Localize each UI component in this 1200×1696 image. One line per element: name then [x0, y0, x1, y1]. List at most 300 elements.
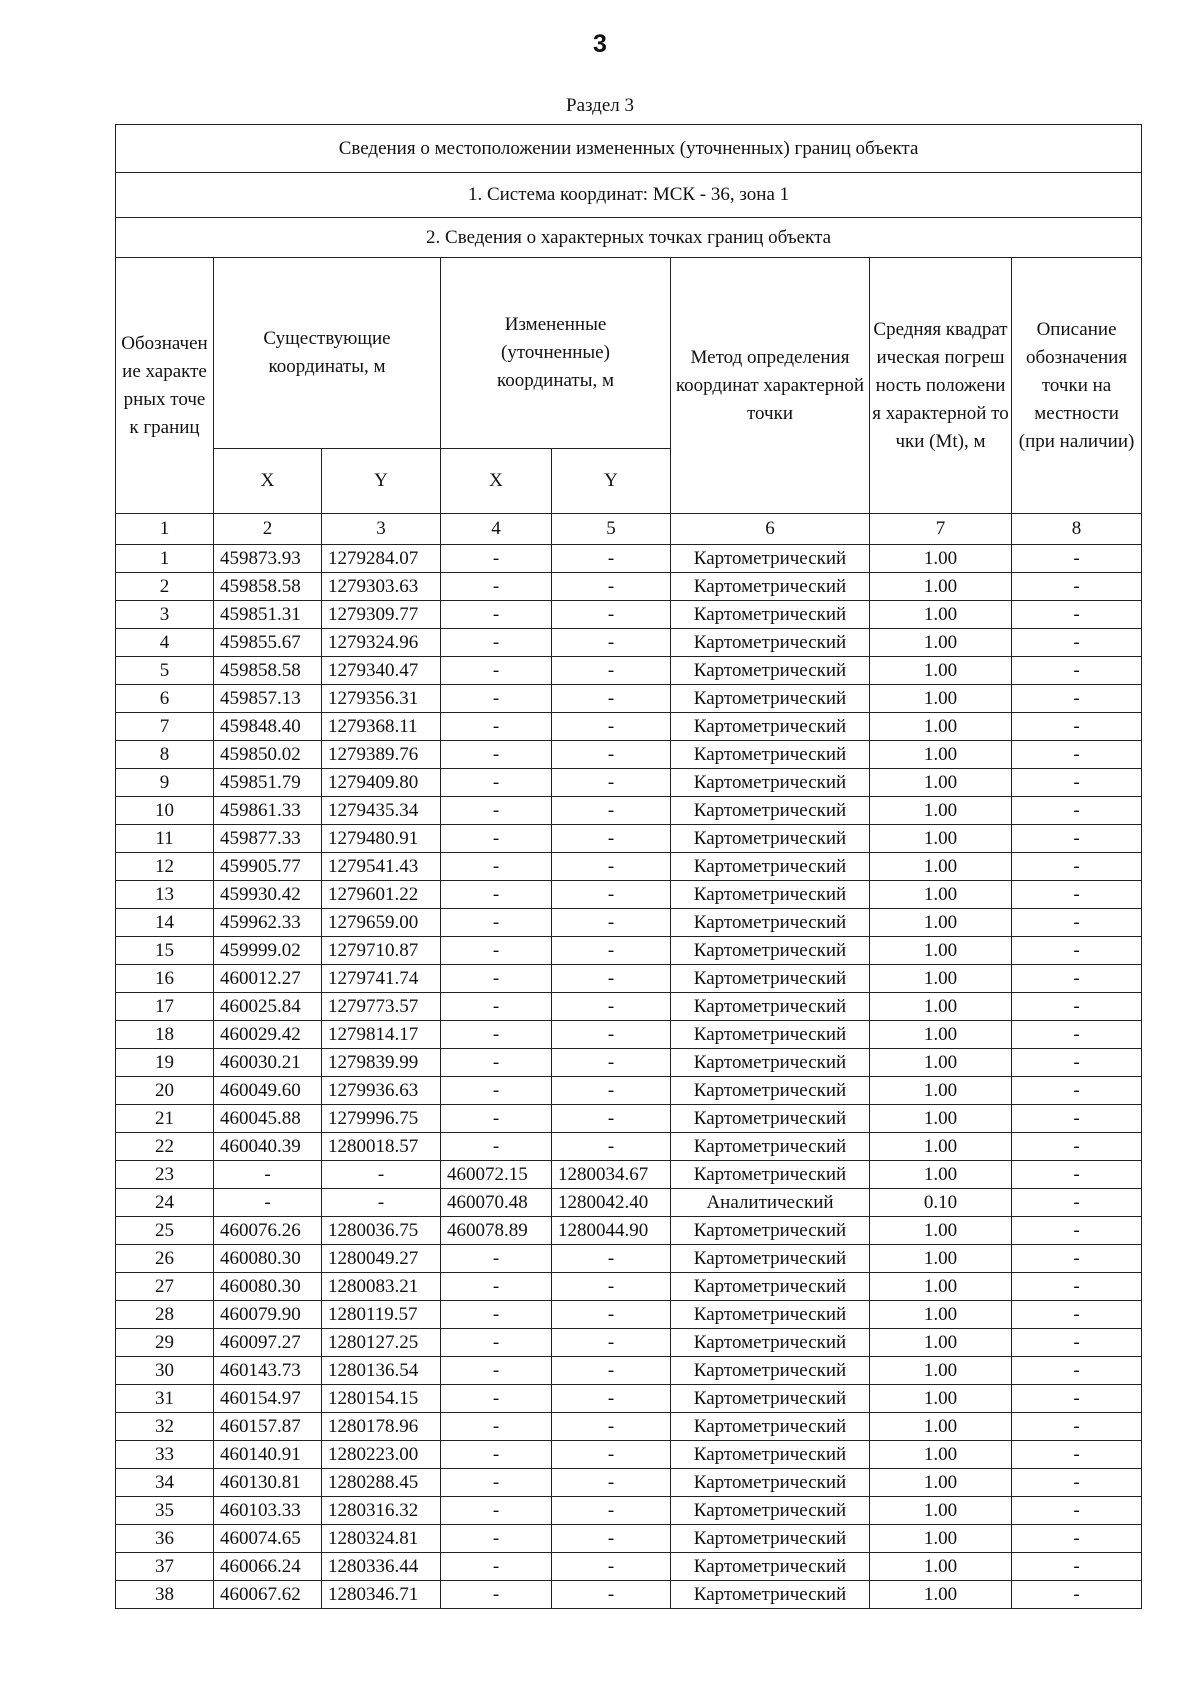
table-row [116, 1581, 1142, 1609]
column-numbers-row [116, 514, 1142, 545]
table-row [116, 1133, 1142, 1161]
mean-error-cell: 1.00 [870, 1553, 1012, 1581]
existing-y-cell: 1280178.96 [322, 1413, 441, 1441]
point-id-cell: 2 [116, 573, 214, 601]
existing-y-cell: 1279356.31 [322, 685, 441, 713]
point-id-cell: 25 [116, 1217, 214, 1245]
method-cell: Картометрический [671, 1413, 870, 1441]
point-id-cell: 21 [116, 1105, 214, 1133]
table-row [116, 853, 1142, 881]
method-cell: Картометрический [671, 797, 870, 825]
existing-x-cell: 459905.77 [214, 853, 322, 881]
description-cell: - [1012, 1161, 1142, 1189]
description-cell: - [1012, 825, 1142, 853]
existing-x-cell: 460049.60 [214, 1077, 322, 1105]
table-row [116, 881, 1142, 909]
changed-y-cell: - [552, 1133, 671, 1161]
description-cell: - [1012, 1273, 1142, 1301]
description-cell: - [1012, 853, 1142, 881]
point-id-cell: 20 [116, 1077, 214, 1105]
changed-y-cell: - [552, 1245, 671, 1273]
existing-x-cell: 460140.91 [214, 1441, 322, 1469]
changed-y-cell: - [552, 741, 671, 769]
existing-x-cell: 459851.31 [214, 601, 322, 629]
changed-y-cell: - [552, 909, 671, 937]
mean-error-cell: 1.00 [870, 545, 1012, 573]
table-row [116, 1301, 1142, 1329]
mean-error-cell: 1.00 [870, 909, 1012, 937]
existing-x-cell: 460012.27 [214, 965, 322, 993]
points-caption: 2. Сведения о характерных точках границ объекта [116, 218, 1142, 258]
method-cell: Картометрический [671, 685, 870, 713]
table-row [116, 937, 1142, 965]
existing-x-cell: 460066.24 [214, 1553, 322, 1581]
existing-y-cell: 1280316.32 [322, 1497, 441, 1525]
point-id-cell: 17 [116, 993, 214, 1021]
description-cell: - [1012, 657, 1142, 685]
description-cell: - [1012, 629, 1142, 657]
changed-x-cell: - [441, 573, 552, 601]
method-cell: Картометрический [671, 1357, 870, 1385]
description-cell: - [1012, 965, 1142, 993]
existing-y-cell: 1280136.54 [322, 1357, 441, 1385]
changed-y-cell: - [552, 1385, 671, 1413]
mean-error-cell: 1.00 [870, 657, 1012, 685]
mean-error-cell: 1.00 [870, 629, 1012, 657]
table-row [116, 1497, 1142, 1525]
mean-error-cell: 1.00 [870, 1525, 1012, 1553]
description-cell: - [1012, 1357, 1142, 1385]
point-id-cell: 33 [116, 1441, 214, 1469]
existing-x-cell: 460080.30 [214, 1245, 322, 1273]
description-cell: - [1012, 1385, 1142, 1413]
description-cell: - [1012, 545, 1142, 573]
changed-x-cell: - [441, 1553, 552, 1581]
table-row [116, 713, 1142, 741]
existing-y-cell: 1280083.21 [322, 1273, 441, 1301]
mean-error-cell: 1.00 [870, 1497, 1012, 1525]
description-cell: - [1012, 1105, 1142, 1133]
method-cell: Картометрический [671, 937, 870, 965]
table-row [116, 1553, 1142, 1581]
changed-y-cell: - [552, 601, 671, 629]
changed-y-cell: - [552, 1021, 671, 1049]
description-cell: - [1012, 573, 1142, 601]
mean-error-cell: 1.00 [870, 1581, 1012, 1609]
method-cell: Картометрический [671, 909, 870, 937]
boundary-points-table [115, 124, 1142, 1609]
existing-y-cell: 1279659.00 [322, 909, 441, 937]
changed-y-cell: - [552, 1581, 671, 1609]
existing-y-cell: 1280119.57 [322, 1301, 441, 1329]
column-number: 3 [322, 514, 441, 545]
existing-y-cell: 1279480.91 [322, 825, 441, 853]
changed-y-cell: - [552, 713, 671, 741]
existing-x-cell: 460030.21 [214, 1049, 322, 1077]
method-cell: Аналитический [671, 1189, 870, 1217]
table-row [116, 1385, 1142, 1413]
existing-x-cell: 460074.65 [214, 1525, 322, 1553]
changed-y-cell: - [552, 1329, 671, 1357]
mean-error-cell: 1.00 [870, 1021, 1012, 1049]
point-id-cell: 16 [116, 965, 214, 993]
description-cell: - [1012, 1497, 1142, 1525]
existing-x-cell: 460097.27 [214, 1329, 322, 1357]
changed-x-cell: - [441, 797, 552, 825]
column-number: 1 [116, 514, 214, 545]
table-row [116, 1413, 1142, 1441]
mean-error-cell: 1.00 [870, 825, 1012, 853]
existing-y-cell: 1280336.44 [322, 1553, 441, 1581]
description-cell: - [1012, 1525, 1142, 1553]
changed-x-cell: - [441, 1133, 552, 1161]
existing-y-cell: 1279409.80 [322, 769, 441, 797]
existing-y-cell: 1280346.71 [322, 1581, 441, 1609]
changed-x-cell: - [441, 685, 552, 713]
changed-y-cell: - [552, 1301, 671, 1329]
mean-error-cell: 1.00 [870, 1469, 1012, 1497]
existing-y-cell: - [322, 1161, 441, 1189]
changed-x-cell: 460078.89 [441, 1217, 552, 1245]
column-number: 6 [671, 514, 870, 545]
changed-y-cell: - [552, 1049, 671, 1077]
table-title: Сведения о местоположении измененных (уточненных) границ объекта [116, 125, 1142, 173]
point-id-cell: 11 [116, 825, 214, 853]
method-cell: Картометрический [671, 1553, 870, 1581]
existing-y-cell: 1279710.87 [322, 937, 441, 965]
method-cell: Картометрический [671, 769, 870, 797]
changed-x-cell: - [441, 545, 552, 573]
mean-error-cell: 1.00 [870, 1357, 1012, 1385]
point-id-cell: 27 [116, 1273, 214, 1301]
table-row [116, 1049, 1142, 1077]
method-cell: Картометрический [671, 1441, 870, 1469]
point-id-cell: 15 [116, 937, 214, 965]
changed-y-cell: - [552, 853, 671, 881]
method-cell: Картометрический [671, 1525, 870, 1553]
table-row [116, 1357, 1142, 1385]
existing-x-cell: 459999.02 [214, 937, 322, 965]
existing-y-cell: 1279303.63 [322, 573, 441, 601]
changed-x-cell: - [441, 713, 552, 741]
description-cell: - [1012, 1581, 1142, 1609]
description-cell: - [1012, 993, 1142, 1021]
description-cell: - [1012, 909, 1142, 937]
existing-x-cell: 460067.62 [214, 1581, 322, 1609]
changed-y-cell: - [552, 1497, 671, 1525]
table-row [116, 1189, 1142, 1217]
changed-y-cell: - [552, 881, 671, 909]
changed-x-cell: - [441, 601, 552, 629]
method-cell: Картометрический [671, 713, 870, 741]
existing-x-cell: - [214, 1161, 322, 1189]
description-cell: - [1012, 1077, 1142, 1105]
method-cell: Картометрический [671, 657, 870, 685]
table-row [116, 769, 1142, 797]
existing-y-cell: 1280223.00 [322, 1441, 441, 1469]
changed-x-cell: - [441, 1357, 552, 1385]
method-cell: Картометрический [671, 1469, 870, 1497]
changed-x-cell: - [441, 1049, 552, 1077]
changed-x-cell: - [441, 1021, 552, 1049]
point-id-cell: 31 [116, 1385, 214, 1413]
existing-y-cell: 1279340.47 [322, 657, 441, 685]
existing-y-cell: 1280324.81 [322, 1525, 441, 1553]
existing-x-cell: 460080.30 [214, 1273, 322, 1301]
mean-error-cell: 1.00 [870, 1413, 1012, 1441]
changed-x-cell: - [441, 1413, 552, 1441]
existing-y-cell: 1280036.75 [322, 1217, 441, 1245]
mean-error-cell: 1.00 [870, 1273, 1012, 1301]
description-cell: - [1012, 1133, 1142, 1161]
changed-x-cell: - [441, 909, 552, 937]
existing-x-cell: 459873.93 [214, 545, 322, 573]
existing-y-cell: 1279741.74 [322, 965, 441, 993]
existing-x-cell: 460045.88 [214, 1105, 322, 1133]
point-id-cell: 9 [116, 769, 214, 797]
method-cell: Картометрический [671, 1217, 870, 1245]
table-row [116, 685, 1142, 713]
column-number: 5 [552, 514, 671, 545]
method-cell: Картометрический [671, 825, 870, 853]
column-number: 7 [870, 514, 1012, 545]
point-id-cell: 7 [116, 713, 214, 741]
table-row [116, 657, 1142, 685]
existing-y-cell: 1279284.07 [322, 545, 441, 573]
description-cell: - [1012, 685, 1142, 713]
existing-x-cell: 460076.26 [214, 1217, 322, 1245]
table-row [116, 825, 1142, 853]
table-row [116, 1245, 1142, 1273]
point-id-cell: 18 [116, 1021, 214, 1049]
method-cell: Картометрический [671, 629, 870, 657]
table-row [116, 797, 1142, 825]
point-id-cell: 5 [116, 657, 214, 685]
table-row [116, 965, 1142, 993]
table-row [116, 993, 1142, 1021]
table-row [116, 1525, 1142, 1553]
existing-y-cell: 1279936.63 [322, 1077, 441, 1105]
mean-error-cell: 1.00 [870, 937, 1012, 965]
point-id-cell: 29 [116, 1329, 214, 1357]
changed-y-cell: - [552, 769, 671, 797]
description-cell: - [1012, 769, 1142, 797]
method-cell: Картометрический [671, 1105, 870, 1133]
existing-x-cell: 460025.84 [214, 993, 322, 1021]
existing-y-cell: 1279601.22 [322, 881, 441, 909]
existing-y-cell: 1280154.15 [322, 1385, 441, 1413]
changed-x-cell: - [441, 1441, 552, 1469]
point-id-cell: 23 [116, 1161, 214, 1189]
mean-error-cell: 1.00 [870, 797, 1012, 825]
mean-error-cell: 1.00 [870, 881, 1012, 909]
mean-error-cell: 0.10 [870, 1189, 1012, 1217]
page-number: 3 [593, 30, 607, 58]
coordinate-system: 1. Система координат: МСК - 36, зона 1 [116, 173, 1142, 218]
mean-error-cell: 1.00 [870, 1161, 1012, 1189]
changed-y-cell: - [552, 1441, 671, 1469]
mean-error-cell: 1.00 [870, 1301, 1012, 1329]
mean-error-cell: 1.00 [870, 1105, 1012, 1133]
point-id-cell: 3 [116, 601, 214, 629]
method-cell: Картометрический [671, 1049, 870, 1077]
description-cell: - [1012, 1441, 1142, 1469]
column-number: 2 [214, 514, 322, 545]
existing-y-cell: 1279309.77 [322, 601, 441, 629]
method-cell: Картометрический [671, 965, 870, 993]
point-id-cell: 30 [116, 1357, 214, 1385]
changed-y-cell: 1280042.40 [552, 1189, 671, 1217]
table-row [116, 1469, 1142, 1497]
changed-y-cell: - [552, 1273, 671, 1301]
existing-y-cell: 1280018.57 [322, 1133, 441, 1161]
changed-y-cell: - [552, 797, 671, 825]
existing-y-cell: 1280288.45 [322, 1469, 441, 1497]
existing-x-cell: 459861.33 [214, 797, 322, 825]
existing-x-cell: 459857.13 [214, 685, 322, 713]
changed-y-cell: - [552, 573, 671, 601]
description-cell: - [1012, 1189, 1142, 1217]
point-id-cell: 4 [116, 629, 214, 657]
existing-x-cell: 460154.97 [214, 1385, 322, 1413]
description-cell: - [1012, 1049, 1142, 1077]
changed-x-cell: - [441, 881, 552, 909]
column-number: 8 [1012, 514, 1142, 545]
mean-error-cell: 1.00 [870, 965, 1012, 993]
changed-x-cell: - [441, 825, 552, 853]
changed-x-cell: - [441, 1469, 552, 1497]
point-id-cell: 32 [116, 1413, 214, 1441]
existing-x-cell: 460143.73 [214, 1357, 322, 1385]
changed-x-cell: - [441, 1385, 552, 1413]
header-changed-y: Y [552, 449, 671, 514]
changed-x-cell: - [441, 1329, 552, 1357]
header-existing-coords: Существующие координаты, м [214, 258, 441, 449]
existing-y-cell: 1279541.43 [322, 853, 441, 881]
point-id-cell: 14 [116, 909, 214, 937]
table-row [116, 573, 1142, 601]
changed-x-cell: 460070.48 [441, 1189, 552, 1217]
changed-y-cell: - [552, 993, 671, 1021]
existing-x-cell: 460029.42 [214, 1021, 322, 1049]
point-id-cell: 12 [116, 853, 214, 881]
table-row [116, 1161, 1142, 1189]
header-mean-error: Средняя квадратическая погрешность положения характерной точки (Mt), м [870, 258, 1012, 514]
changed-x-cell: - [441, 1581, 552, 1609]
header-existing-y: Y [322, 449, 441, 514]
description-cell: - [1012, 1329, 1142, 1357]
changed-x-cell: - [441, 1525, 552, 1553]
changed-x-cell: - [441, 741, 552, 769]
mean-error-cell: 1.00 [870, 601, 1012, 629]
changed-x-cell: - [441, 1105, 552, 1133]
header-designation: Обозначение характерных точек границ [116, 258, 214, 514]
description-cell: - [1012, 1217, 1142, 1245]
changed-x-cell: 460072.15 [441, 1161, 552, 1189]
changed-y-cell: - [552, 1553, 671, 1581]
existing-x-cell: 459962.33 [214, 909, 322, 937]
method-cell: Картометрический [671, 1329, 870, 1357]
point-id-cell: 19 [116, 1049, 214, 1077]
point-id-cell: 38 [116, 1581, 214, 1609]
table-row [116, 1021, 1142, 1049]
method-cell: Картометрический [671, 1273, 870, 1301]
point-id-cell: 8 [116, 741, 214, 769]
description-cell: - [1012, 601, 1142, 629]
method-cell: Картометрический [671, 573, 870, 601]
mean-error-cell: 1.00 [870, 741, 1012, 769]
description-cell: - [1012, 1553, 1142, 1581]
table-row [116, 1441, 1142, 1469]
changed-x-cell: - [441, 629, 552, 657]
changed-x-cell: - [441, 937, 552, 965]
existing-x-cell: 459851.79 [214, 769, 322, 797]
mean-error-cell: 1.00 [870, 1329, 1012, 1357]
table-row [116, 1217, 1142, 1245]
header-description: Описание обозначения точки на местности (при наличии) [1012, 258, 1142, 514]
existing-y-cell: 1280127.25 [322, 1329, 441, 1357]
changed-y-cell: - [552, 629, 671, 657]
point-id-cell: 10 [116, 797, 214, 825]
existing-x-cell: 459848.40 [214, 713, 322, 741]
existing-x-cell: 459930.42 [214, 881, 322, 909]
point-id-cell: 26 [116, 1245, 214, 1273]
mean-error-cell: 1.00 [870, 1441, 1012, 1469]
point-id-cell: 34 [116, 1469, 214, 1497]
method-cell: Картометрический [671, 1021, 870, 1049]
changed-x-cell: - [441, 1245, 552, 1273]
table-row [116, 1105, 1142, 1133]
existing-x-cell: 459850.02 [214, 741, 322, 769]
description-cell: - [1012, 1413, 1142, 1441]
description-cell: - [1012, 1469, 1142, 1497]
existing-x-cell: 460079.90 [214, 1301, 322, 1329]
changed-y-cell: - [552, 545, 671, 573]
mean-error-cell: 1.00 [870, 685, 1012, 713]
method-cell: Картометрический [671, 545, 870, 573]
section-label: Раздел 3 [566, 95, 634, 116]
header-method: Метод определения координат характерной точки [671, 258, 870, 514]
mean-error-cell: 1.00 [870, 573, 1012, 601]
method-cell: Картометрический [671, 1301, 870, 1329]
changed-y-cell: - [552, 937, 671, 965]
point-id-cell: 24 [116, 1189, 214, 1217]
header-changed-coords: Измененные (уточненные) координаты, м [441, 258, 671, 449]
mean-error-cell: 1.00 [870, 853, 1012, 881]
mean-error-cell: 1.00 [870, 1217, 1012, 1245]
method-cell: Картометрический [671, 1133, 870, 1161]
existing-y-cell: - [322, 1189, 441, 1217]
table-row [116, 1273, 1142, 1301]
existing-x-cell: 459855.67 [214, 629, 322, 657]
changed-x-cell: - [441, 657, 552, 685]
table-row [116, 1329, 1142, 1357]
point-id-cell: 1 [116, 545, 214, 573]
point-id-cell: 22 [116, 1133, 214, 1161]
mean-error-cell: 1.00 [870, 1385, 1012, 1413]
point-id-cell: 6 [116, 685, 214, 713]
mean-error-cell: 1.00 [870, 1077, 1012, 1105]
existing-x-cell: 459858.58 [214, 657, 322, 685]
existing-x-cell: 460040.39 [214, 1133, 322, 1161]
method-cell: Картометрический [671, 741, 870, 769]
existing-x-cell: 460157.87 [214, 1413, 322, 1441]
changed-y-cell: - [552, 1413, 671, 1441]
changed-y-cell: - [552, 825, 671, 853]
table-row [116, 909, 1142, 937]
changed-y-cell: - [552, 1525, 671, 1553]
existing-y-cell: 1279773.57 [322, 993, 441, 1021]
